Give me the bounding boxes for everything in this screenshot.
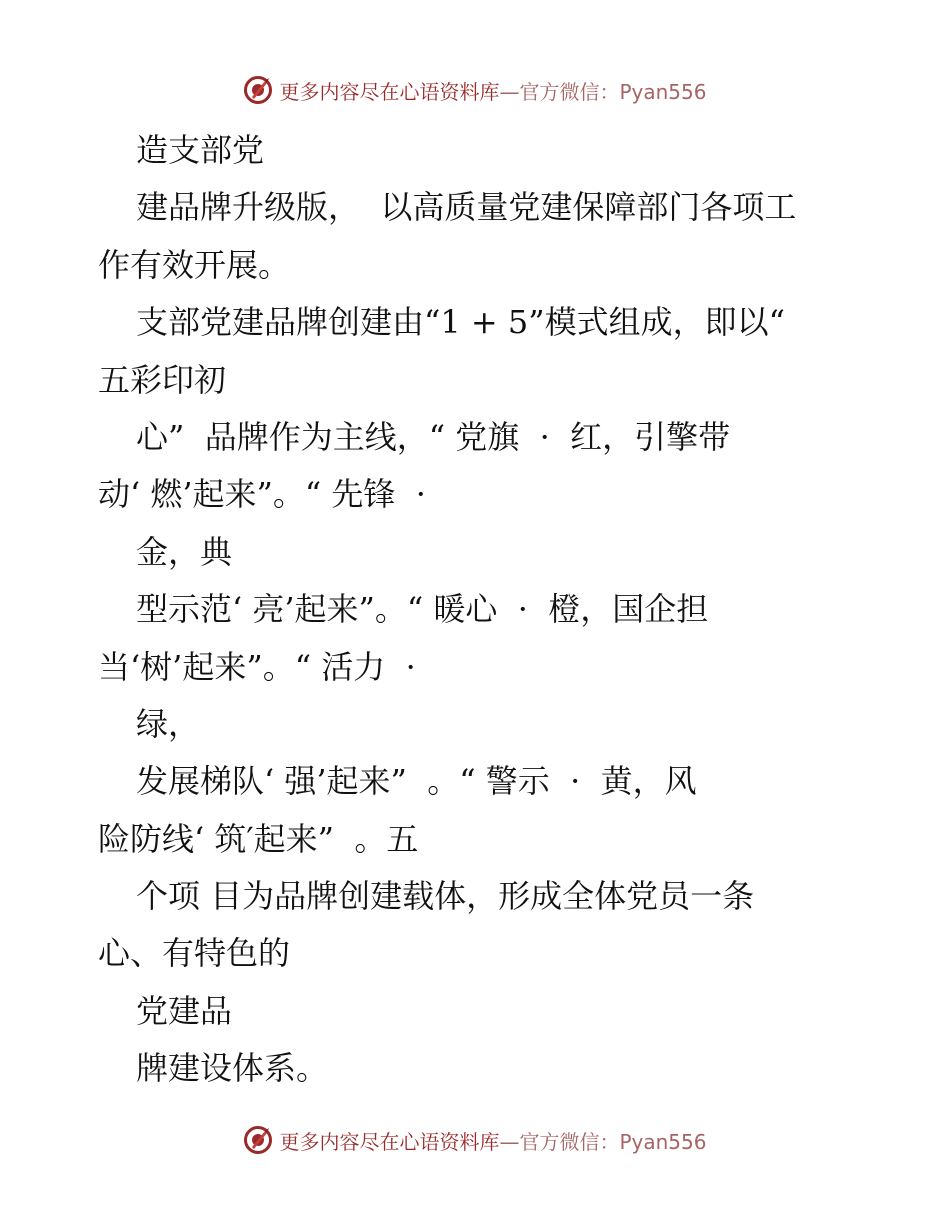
text-line: 党建品 bbox=[136, 991, 233, 1030]
text-line: 心、有特色的 bbox=[98, 934, 291, 973]
text-line: 发展梯队‘ 强’起来” 。“ 警示 · 黄，风 bbox=[136, 762, 697, 801]
text-line: 型示范‘ 亮’起来”。“ 暖心 · 橙，国企担 bbox=[136, 590, 709, 629]
text-line: 险防线‘ 筑′起来” 。五 bbox=[98, 819, 419, 858]
text-line: 建品牌升级版， 以高质量党建保障部门各项工 bbox=[136, 188, 797, 227]
text-line: 个项 目为品牌创建载体，形成全体党员一条 bbox=[136, 877, 755, 916]
text-line: 五彩印初 bbox=[98, 360, 227, 399]
document-body bbox=[98, 122, 858, 1098]
brand-logo-icon bbox=[243, 1125, 273, 1155]
banner-text: 更多内容尽在心语资料库—官方微信：Pyan556 bbox=[279, 1129, 707, 1154]
text-line: 造支部党 bbox=[136, 131, 265, 169]
text-line: 心” 品牌作为主线，“ 党旗 · 红，引擎带 bbox=[136, 417, 731, 456]
banner-text: 更多内容尽在心语资料库—官方微信：Pyan556 bbox=[279, 79, 707, 104]
text-line: 牌建设体系。 bbox=[136, 1049, 329, 1088]
text-line: 作有效开展。 bbox=[98, 245, 291, 284]
text-line: 支部党建品牌创建由“1 + 5”模式组成，即以“ bbox=[136, 303, 785, 342]
text-line: 动‘ 燃’起来”。“ 先锋 · bbox=[98, 475, 426, 514]
text-line: 当‘树’起来”。“ 活力 · bbox=[98, 647, 416, 686]
header-banner bbox=[0, 70, 950, 110]
brand-logo-icon bbox=[243, 75, 273, 105]
text-line: 绿， bbox=[136, 704, 201, 743]
text-line: 金，典 bbox=[136, 532, 233, 571]
footer-banner bbox=[0, 1120, 950, 1160]
